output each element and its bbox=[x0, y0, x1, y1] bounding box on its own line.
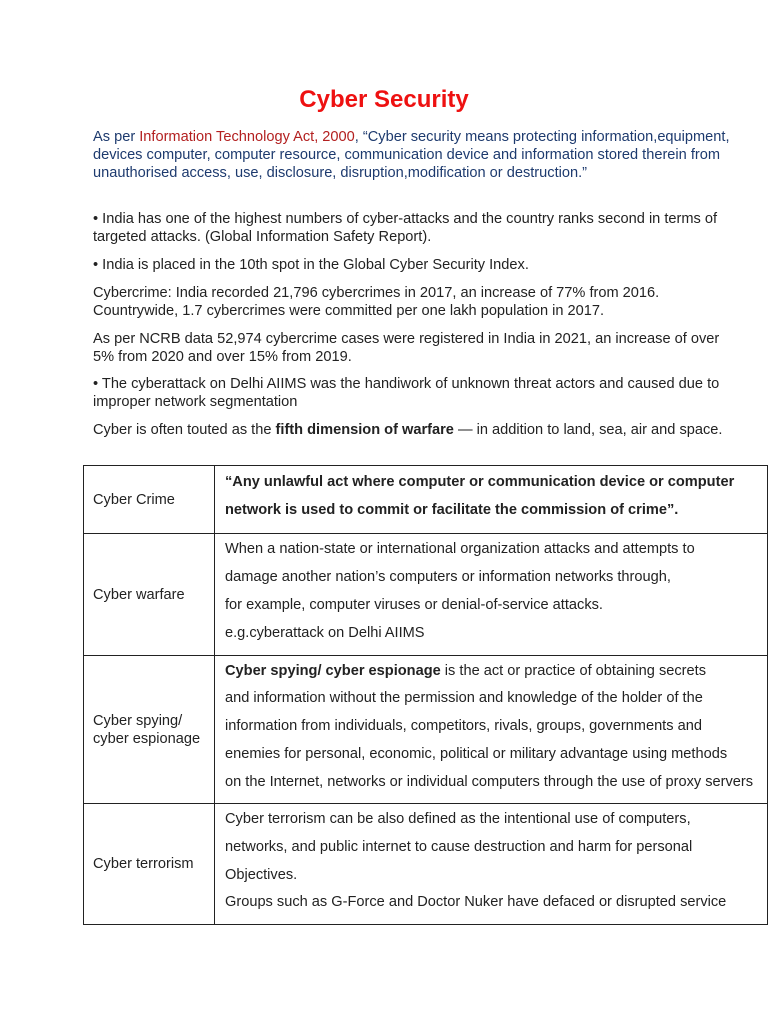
desc-line: on the Internet, networks or individual computers through the use of proxy servers bbox=[225, 773, 754, 790]
fact-aiims-attack: • The cyberattack on Delhi AIIMS was the handiwork of unknown threat actors and caused due to improper network segmentation bbox=[93, 376, 720, 411]
fact-global-index: • India is placed in the 10th spot in the Global Cyber Security Index. bbox=[93, 257, 529, 273]
desc-lead-bold: Cyber spying/ cyber espionage bbox=[225, 662, 441, 679]
page-title: Cyber Security bbox=[299, 86, 469, 113]
desc-line: “Any unlawful act where computer or communication device or computer bbox=[225, 474, 735, 491]
term-cell: Cyber Crime bbox=[84, 466, 215, 534]
desc-line: information from individuals, competitors, rivals, groups, governments and bbox=[225, 718, 702, 735]
desc-line: e.g.cyberattack on Delhi AIIMS bbox=[225, 624, 425, 641]
desc-line: enemies for personal, economic, political or military advantage using methods bbox=[225, 745, 728, 762]
description-cell bbox=[215, 656, 768, 804]
intro-separator: , bbox=[354, 129, 363, 145]
desc-line: network is used to commit or facilitate the commission of crime”. bbox=[225, 502, 679, 518]
it-act-definition bbox=[93, 128, 733, 183]
desc-line bbox=[225, 658, 767, 686]
table-row bbox=[84, 656, 768, 804]
table-row bbox=[84, 804, 768, 925]
desc-line: damage another nation’s computers or information networks through, bbox=[225, 569, 671, 586]
desc-line: Objectives. bbox=[225, 866, 298, 883]
fact-cybercrime-2017: Cybercrime: India recorded 21,796 cybercrimes in 2017, an increase of 77% from 2016. Countrywide, 1.7 cybercrimes were committed per one lakh population in 2017. bbox=[93, 285, 660, 320]
desc-line: When a nation-state or international organization attacks and attempts to bbox=[225, 541, 695, 558]
fifth-dimension-note bbox=[93, 421, 733, 439]
fact-ncrb-2021: As per NCRB data 52,974 cybercrime cases were registered in India in 2021, an increase of over 5% from 2020 and over 15% from 2019. bbox=[93, 331, 720, 366]
term-cell: Cyber spying/ cyber espionage bbox=[84, 656, 215, 804]
note-prefix: Cyber is often touted as the bbox=[93, 422, 276, 438]
description-cell bbox=[215, 804, 768, 925]
note-bold: fifth dimension of warfare bbox=[275, 422, 454, 438]
description-cell bbox=[215, 466, 768, 534]
fact-cyber-attacks-rank: • India has one of the highest numbers of cyber-attacks and the country ranks second in terms of targeted attacks. (Global Information Safety Report). bbox=[93, 211, 718, 246]
it-act-name: Information Technology Act, 2000 bbox=[139, 129, 355, 145]
desc-line: Groups such as G-Force and Doctor Nuker have defaced or disrupted service bbox=[225, 894, 727, 911]
term-cell: Cyber warfare bbox=[84, 534, 215, 656]
intro-prefix: As per bbox=[93, 129, 140, 145]
desc-line: Cyber terrorism can be also defined as the intentional use of computers, bbox=[225, 810, 691, 827]
definition-quote: “Cyber security means protecting information,equipment, devices computer, computer resource, communication device and information stored therein from unauthorised access, use, disclosure, disruption,modification or destruction.” bbox=[93, 129, 730, 182]
table-row bbox=[84, 466, 768, 534]
table-row bbox=[84, 534, 768, 656]
desc-line: for example, computer viruses or denial-of-service attacks. bbox=[225, 597, 603, 613]
definitions-table bbox=[83, 465, 768, 925]
term-cell: Cyber terrorism bbox=[84, 804, 215, 925]
description-cell bbox=[215, 534, 768, 656]
note-suffix: — in addition to land, sea, air and space. bbox=[453, 422, 723, 438]
desc-line: networks, and public internet to cause destruction and harm for personal bbox=[225, 838, 693, 855]
desc-line: and information without the permission and knowledge of the holder of the bbox=[225, 690, 703, 707]
desc-lead-rest: is the act or practice of obtaining secrets bbox=[440, 662, 707, 679]
